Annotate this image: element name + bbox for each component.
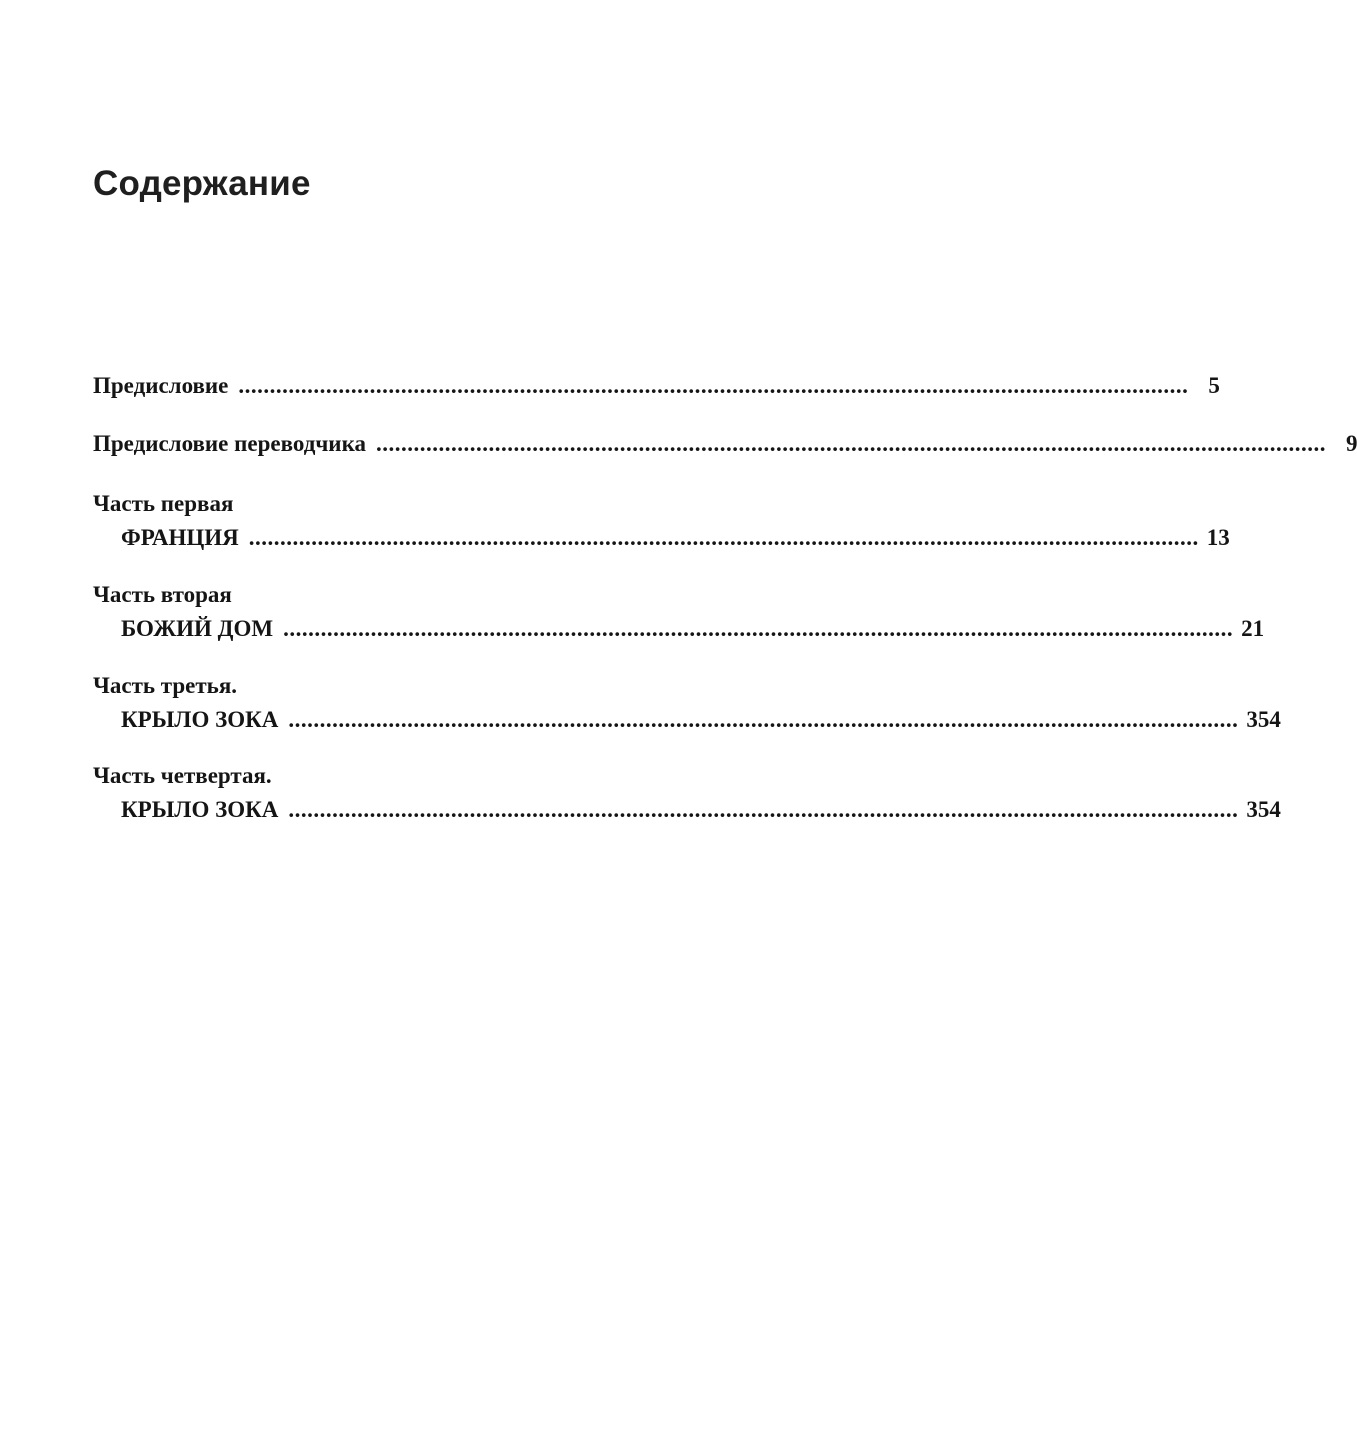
toc-entry-preface [93, 368, 1220, 404]
toc-line [93, 426, 1357, 462]
toc-entry-part-1 [93, 488, 1230, 556]
toc-part-label: Часть первая [93, 491, 234, 516]
toc-page-number: 354 [1246, 797, 1281, 822]
toc-page-number: 21 [1241, 616, 1265, 641]
toc-entry-title: КРЫЛО ЗОКА [121, 797, 279, 822]
toc-entry-title: БОЖИЙ ДОМ [121, 616, 274, 641]
dot-leader: ........................................................................................................................................................ [288, 797, 1239, 822]
toc-line [93, 368, 1220, 404]
toc-entry-title: Предисловие переводчика [93, 431, 366, 456]
toc-page-number: 13 [1206, 525, 1230, 550]
toc-page-number: 9 [1345, 431, 1357, 456]
toc-entry-part-3 [93, 670, 1281, 738]
dot-leader: ........................................................................................................................................................ [283, 616, 1234, 641]
toc-entry-part-4 [93, 760, 1281, 828]
toc-entry-translator-preface [93, 426, 1357, 462]
dot-leader: ........................................................................................................................................................ [248, 525, 1199, 550]
toc-line [93, 520, 1230, 556]
toc-entry-title: Предисловие [93, 373, 229, 398]
toc-page-number: 354 [1246, 707, 1281, 732]
toc-line [93, 792, 1281, 828]
toc-part-label: Часть третья. [93, 673, 238, 698]
toc-entry-title: ФРАНЦИЯ [121, 525, 239, 550]
toc-part-label: Часть вторая [93, 582, 232, 607]
dot-leader: ........................................................................................................................................................ [288, 707, 1239, 732]
dot-leader: ........................................................................................................................................................ [238, 373, 1189, 398]
toc-page-number: 5 [1208, 373, 1220, 398]
toc-line [93, 702, 1281, 738]
page-title: Содержание [93, 164, 311, 203]
toc-line [93, 611, 1265, 647]
dot-leader: ........................................................................................................................................................ [375, 431, 1326, 456]
toc-entry-part-2 [93, 579, 1265, 647]
toc-part-label: Часть четвертая. [93, 763, 272, 788]
toc-entry-title: КРЫЛО ЗОКА [121, 707, 279, 732]
